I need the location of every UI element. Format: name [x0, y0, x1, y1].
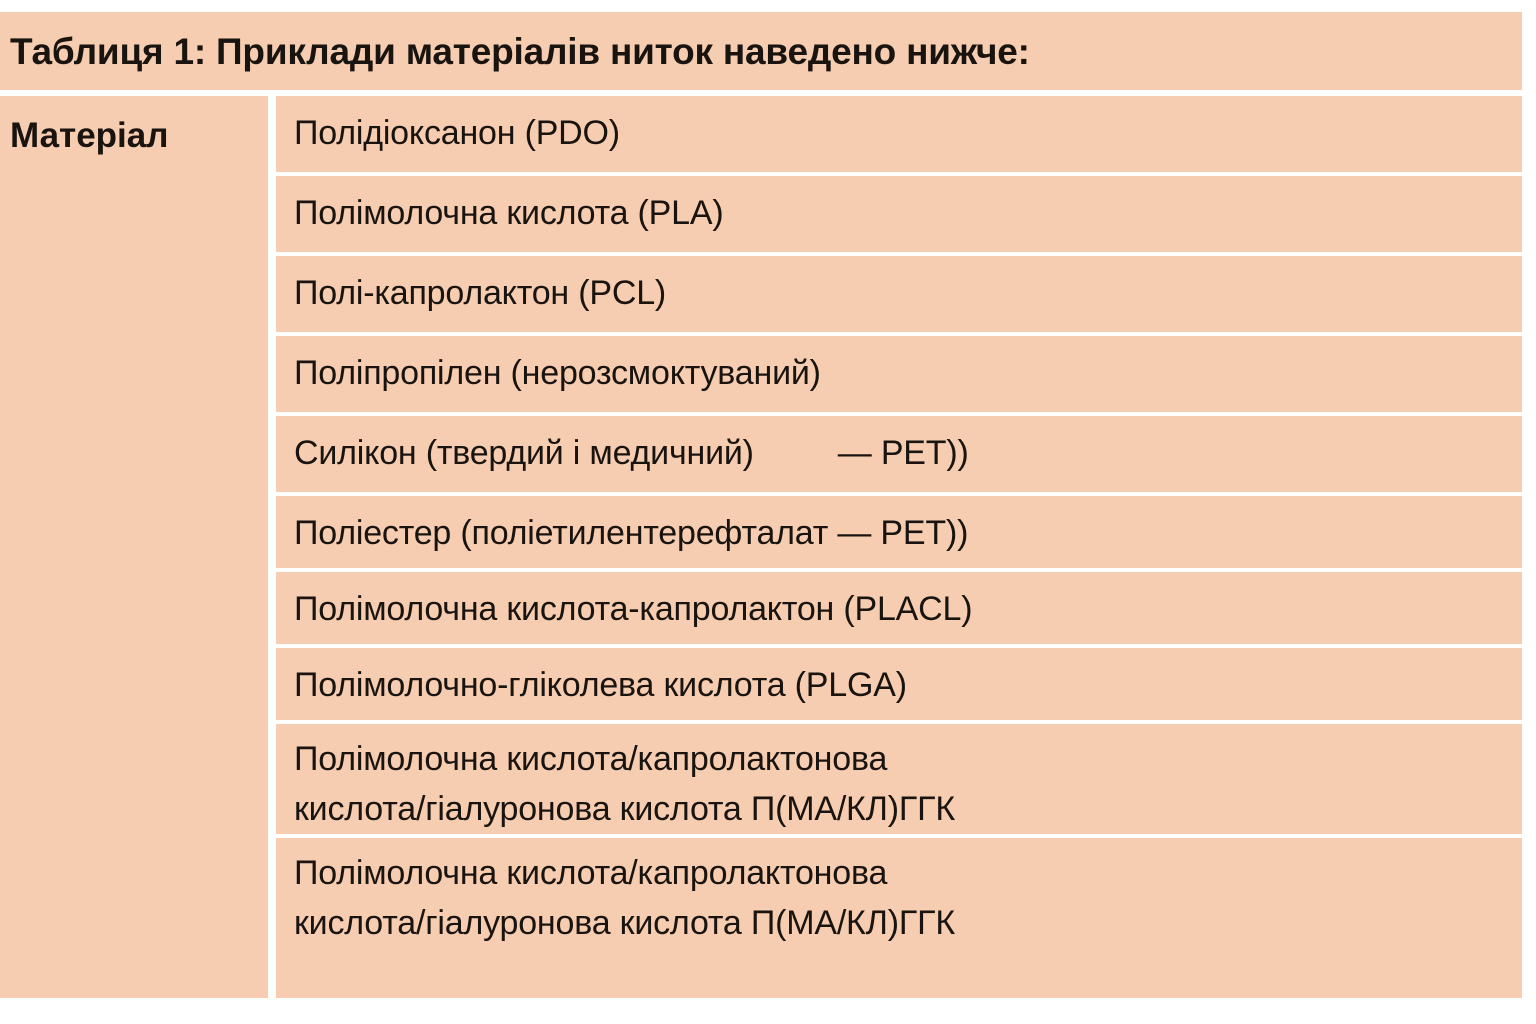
table-row [276, 724, 1522, 834]
material-name: Поліестер (поліетилентерефталат — PET)) [294, 514, 969, 552]
material-name: Силікон (твердий і медичний) — PET)) [294, 434, 969, 472]
column-label: Матеріал [10, 116, 169, 155]
material-name: Полі-капролактон (PCL) [294, 274, 667, 312]
column-label-cell [0, 96, 268, 998]
table-row [276, 256, 1522, 332]
material-rows [276, 96, 1522, 998]
table-title-bar [0, 12, 1522, 90]
table-row [276, 496, 1522, 568]
table-row [276, 336, 1522, 412]
table-row [276, 176, 1522, 252]
table-row [276, 572, 1522, 644]
material-name: Полідіоксанон (PDO) [294, 114, 620, 152]
table-row [276, 96, 1522, 172]
table-row [276, 838, 1522, 998]
table-row [276, 648, 1522, 720]
material-suffix: — PET)) [837, 434, 969, 472]
material-name: Полімолочна кислота-капролактон (PLACL) [294, 590, 973, 628]
material-name: Полімолочна кислота (PLA) [294, 194, 724, 232]
material-name: Полімолочна кислота/капролактонова кислота/гіалуронова кислота П(МА/КЛ)ГГК [294, 854, 955, 942]
table-row [276, 416, 1522, 492]
material-name: Полімолочно-гліколева кислота (PLGA) [294, 666, 907, 704]
material-name: Поліпропілен (нерозсмоктуваний) [294, 354, 821, 392]
table-title: Таблиця 1: Приклади матеріалів ниток наведено нижче: [10, 31, 1030, 72]
material-name: Полімолочна кислота/капролактонова кислота/гіалуронова кислота П(МА/КЛ)ГГК [294, 740, 955, 828]
materials-table [0, 12, 1522, 998]
